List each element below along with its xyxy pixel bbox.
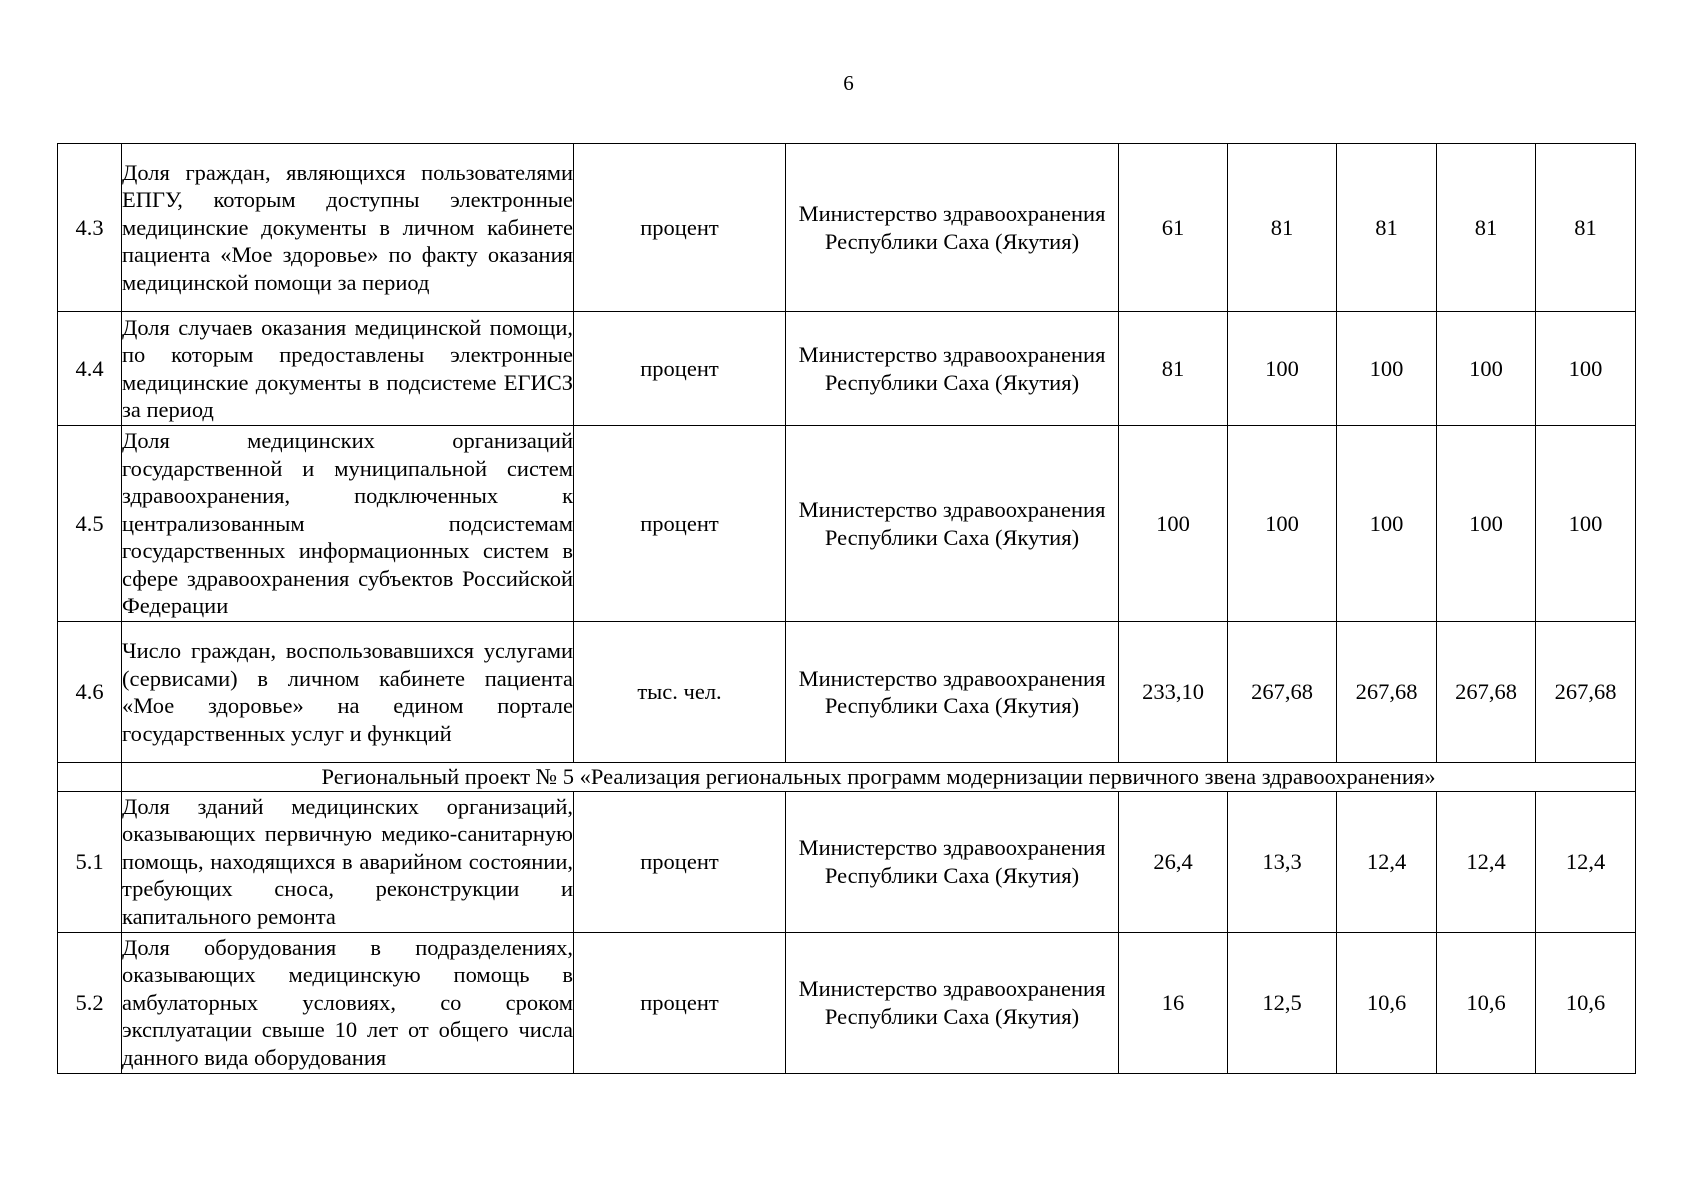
section-number-cell — [58, 763, 122, 792]
row-number: 5.2 — [58, 932, 122, 1073]
row-number: 4.3 — [58, 144, 122, 312]
table-row — [58, 426, 1636, 622]
value-cell: 61 — [1119, 144, 1228, 312]
value-cell: 100 — [1119, 426, 1228, 622]
responsible-body: Министерство здравоохранения Республики Саха (Якутия) — [786, 622, 1119, 763]
value-cell: 233,10 — [1119, 622, 1228, 763]
value-cell: 100 — [1337, 312, 1437, 426]
value-cell: 100 — [1228, 426, 1337, 622]
value-cell: 26,4 — [1119, 791, 1228, 932]
section-title: Региональный проект № 5 «Реализация региональных программ модернизации первичного звена здравоохранения» — [122, 763, 1636, 792]
value-cell: 10,6 — [1337, 932, 1437, 1073]
value-cell: 267,68 — [1536, 622, 1636, 763]
value-cell: 100 — [1437, 426, 1536, 622]
row-number: 4.6 — [58, 622, 122, 763]
responsible-body: Министерство здравоохранения Республики Саха (Якутия) — [786, 426, 1119, 622]
table-row — [58, 144, 1636, 312]
unit-of-measure: процент — [574, 144, 786, 312]
unit-of-measure: процент — [574, 426, 786, 622]
value-cell: 10,6 — [1536, 932, 1636, 1073]
value-cell: 267,68 — [1437, 622, 1536, 763]
table-row — [58, 791, 1636, 932]
value-cell: 13,3 — [1228, 791, 1337, 932]
value-cell: 267,68 — [1228, 622, 1337, 763]
row-number: 5.1 — [58, 791, 122, 932]
value-cell: 81 — [1119, 312, 1228, 426]
value-cell: 100 — [1228, 312, 1337, 426]
table-row — [58, 932, 1636, 1073]
value-cell: 81 — [1228, 144, 1337, 312]
page-number: 6 — [843, 71, 854, 95]
row-number: 4.5 — [58, 426, 122, 622]
value-cell: 12,5 — [1228, 932, 1337, 1073]
unit-of-measure: тыс. чел. — [574, 622, 786, 763]
unit-of-measure: процент — [574, 312, 786, 426]
indicator-name: Доля зданий медицинских организаций, оказывающих первичную медико-санитарную помощь, находящихся в аварийном состоянии, требующих сноса, реконструкции и капитального ремонта — [122, 791, 574, 932]
value-cell: 100 — [1437, 312, 1536, 426]
indicator-name: Доля случаев оказания медицинской помощи, по которым предоставлены электронные медицинские документы в подсистеме ЕГИСЗ за период — [122, 312, 574, 426]
table-row — [58, 312, 1636, 426]
indicator-name: Доля оборудования в подразделениях, оказывающих медицинскую помощь в амбулаторных условиях, со сроком эксплуатации свыше 10 лет от общего числа данного вида оборудования — [122, 932, 574, 1073]
section-header-row — [58, 763, 1636, 792]
row-number: 4.4 — [58, 312, 122, 426]
value-cell: 12,4 — [1536, 791, 1636, 932]
value-cell: 12,4 — [1437, 791, 1536, 932]
indicator-name: Доля медицинских организаций государственной и муниципальной систем здравоохранения, подключенных к централизованным подсистемам государственных информационных систем в сфере здравоохранения субъектов Российской Федерации — [122, 426, 574, 622]
indicators-table — [57, 143, 1636, 1074]
responsible-body: Министерство здравоохранения Республики Саха (Якутия) — [786, 312, 1119, 426]
responsible-body: Министерство здравоохранения Республики Саха (Якутия) — [786, 791, 1119, 932]
value-cell: 267,68 — [1337, 622, 1437, 763]
unit-of-measure: процент — [574, 932, 786, 1073]
responsible-body: Министерство здравоохранения Республики Саха (Якутия) — [786, 932, 1119, 1073]
unit-of-measure: процент — [574, 791, 786, 932]
value-cell: 10,6 — [1437, 932, 1536, 1073]
value-cell: 81 — [1337, 144, 1437, 312]
table-row — [58, 622, 1636, 763]
value-cell: 100 — [1337, 426, 1437, 622]
value-cell: 100 — [1536, 426, 1636, 622]
responsible-body: Министерство здравоохранения Республики Саха (Якутия) — [786, 144, 1119, 312]
value-cell: 12,4 — [1337, 791, 1437, 932]
value-cell: 16 — [1119, 932, 1228, 1073]
value-cell: 81 — [1437, 144, 1536, 312]
indicator-name: Число граждан, воспользовавшихся услугами (сервисами) в личном кабинете пациента «Мое здоровье» на едином портале государственных услуг и функций — [122, 622, 574, 763]
value-cell: 100 — [1536, 312, 1636, 426]
indicator-name: Доля граждан, являющихся пользователями ЕПГУ, которым доступны электронные медицинские документы в личном кабинете пациента «Мое здоровье» по факту оказания медицинской помощи за период — [122, 144, 574, 312]
value-cell: 81 — [1536, 144, 1636, 312]
